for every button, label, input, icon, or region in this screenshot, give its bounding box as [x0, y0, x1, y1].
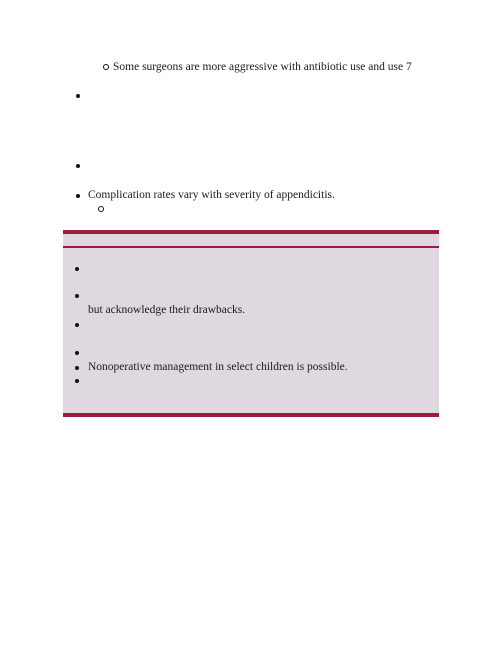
box-bottom-rule	[63, 413, 439, 417]
list-item-complication-rates: Complication rates vary with severity of appendicitis.	[88, 189, 335, 201]
bullet-dot	[75, 379, 79, 383]
bullet-dot	[75, 351, 79, 355]
box-header-rule	[63, 246, 439, 248]
bullet-dot	[76, 164, 80, 168]
sub-list-item-antibiotics: Some surgeons are more aggressive with antibiotic use and use 7	[113, 61, 412, 73]
bullet-dot	[76, 194, 80, 198]
bullet-dot	[76, 94, 80, 98]
bullet-dot	[75, 366, 79, 370]
sub-bullet-circle	[98, 206, 104, 212]
box-item-nonoperative: Nonoperative management in select children is possible.	[88, 361, 348, 373]
bullet-dot	[75, 267, 79, 271]
bullet-dot	[75, 323, 79, 327]
sub-bullet-circle	[103, 64, 109, 70]
box-top-rule	[63, 230, 439, 234]
bullet-dot	[75, 294, 79, 298]
box-line-drawbacks: but acknowledge their drawbacks.	[88, 304, 246, 316]
key-points-box	[63, 230, 439, 416]
